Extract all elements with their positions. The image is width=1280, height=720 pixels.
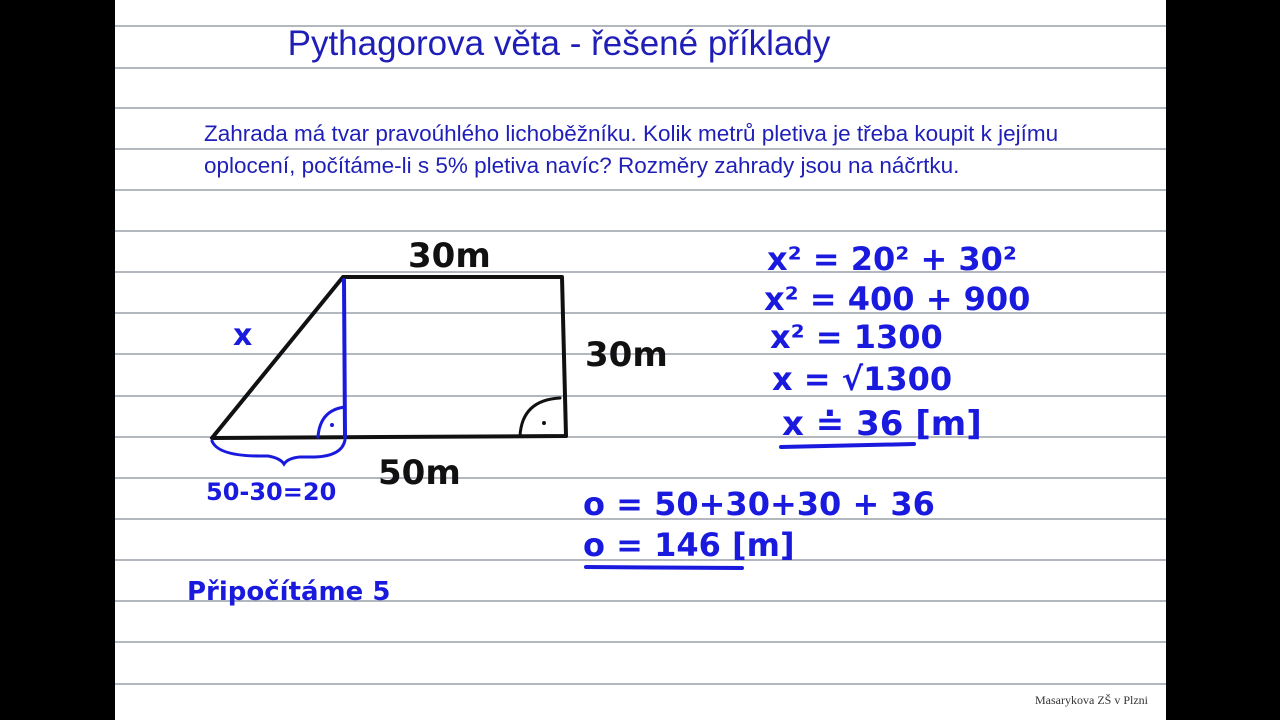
trapezoid-sketch xyxy=(212,277,566,438)
equation-1: x² = 20² + 30² xyxy=(767,240,1017,278)
equation-5: x ≐ 36 [m] xyxy=(782,404,982,444)
equation-2: x² = 400 + 900 xyxy=(764,280,1031,318)
equation-3: x² = 1300 xyxy=(770,318,943,356)
page-title: Pythagorova věta - řešené příklady xyxy=(287,24,831,63)
perimeter-equation-1: o = 50+30+30 + 36 xyxy=(583,485,935,523)
equation-4: x = √1300 xyxy=(772,360,953,398)
note-text: Připočítáme 5 xyxy=(187,577,391,607)
perimeter-equation-2: o = 146 [m] xyxy=(583,526,795,564)
top-side-label: 30m xyxy=(408,236,491,276)
result-underline xyxy=(781,444,914,447)
credit-watermark: Masarykova ZŠ v Plzni xyxy=(1035,693,1148,707)
right-side-label: 30m xyxy=(585,335,668,375)
bottom-side-label: 50m xyxy=(378,453,461,493)
difference-label: 50-30=20 xyxy=(206,478,337,506)
slant-side-label: x xyxy=(233,318,253,353)
problem-statement: Zahrada má tvar pravoúhlého lichoběžníku. Kolik metrů pletiva je třeba koupit k jejímu oplocení, počítáme-li s 5% pletiva navíc? Rozměry zahrady jsou na náčrtku. xyxy=(204,121,1059,178)
perimeter-underline xyxy=(586,567,742,568)
notebook-page xyxy=(115,0,1166,720)
handwritten-solution xyxy=(115,0,1166,720)
